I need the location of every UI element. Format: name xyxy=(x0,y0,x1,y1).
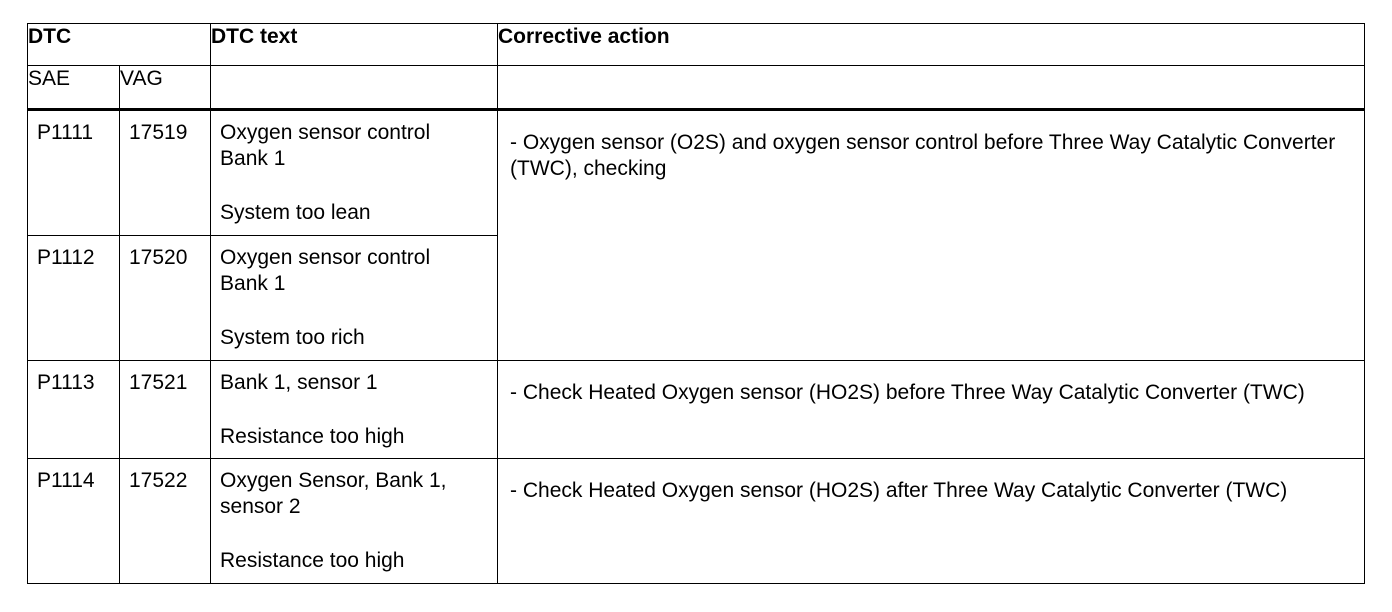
dtc-text-line: Oxygen Sensor, Bank 1, xyxy=(220,469,447,492)
vag-code-cell xyxy=(120,459,211,584)
dtc-text xyxy=(211,459,497,574)
dtc-text-condition: System too rich xyxy=(220,326,365,349)
subheader-empty-action xyxy=(498,66,1365,110)
vag-code: 17522 xyxy=(129,469,188,492)
subheader-row xyxy=(28,66,1365,110)
corrective-action-cell xyxy=(498,459,1365,584)
vag-code-cell xyxy=(120,361,211,459)
sae-code-cell xyxy=(28,236,120,361)
dtc-text-cell xyxy=(211,236,498,361)
sae-code: P1114 xyxy=(37,469,95,492)
sae-code: P1111 xyxy=(37,121,94,144)
header-dtc-text: DTC text xyxy=(211,24,498,66)
corrective-action: - Check Heated Oxygen sensor (HO2S) after Three Way Catalytic Converter (TWC) xyxy=(510,479,1288,502)
dtc-text-line: Oxygen sensor control xyxy=(220,121,431,144)
dtc-text-line: Oxygen sensor control xyxy=(220,246,431,269)
vag-code: 17521 xyxy=(129,371,188,394)
sae-code-cell xyxy=(28,110,120,236)
corrective-action-cell xyxy=(498,110,1365,361)
vag-code: 17519 xyxy=(129,121,188,144)
sae-code-cell xyxy=(28,361,120,459)
sae-code: P1112 xyxy=(37,246,95,269)
dtc-text xyxy=(211,361,497,450)
corrective-action: - Check Heated Oxygen sensor (HO2S) before Three Way Catalytic Converter (TWC) xyxy=(510,381,1305,404)
header-dtc: DTC xyxy=(28,24,211,66)
dtc-text xyxy=(211,111,497,226)
dtc-table xyxy=(27,23,1365,584)
header-vag: VAG xyxy=(120,66,211,110)
dtc-text xyxy=(211,236,497,351)
vag-code-cell xyxy=(120,236,211,361)
corrective-action-cell xyxy=(498,361,1365,459)
dtc-text-line: Bank 1 xyxy=(220,147,286,170)
subheader-empty-text xyxy=(211,66,498,110)
vag-code-cell xyxy=(120,110,211,236)
table-row xyxy=(28,361,1365,459)
corrective-action: - Oxygen sensor (O2S) and oxygen sensor control before Three Way Catalytic Converter (TWC), checking xyxy=(510,131,1336,180)
sae-code-cell xyxy=(28,459,120,584)
table-row xyxy=(28,459,1365,584)
header-row xyxy=(28,24,1365,66)
dtc-text-condition: Resistance too high xyxy=(220,549,405,572)
table-row xyxy=(28,110,1365,236)
dtc-text-line: Bank 1 xyxy=(220,272,286,295)
dtc-text-condition: System too lean xyxy=(220,201,371,224)
dtc-text-condition: Resistance too high xyxy=(220,425,405,448)
dtc-text-cell xyxy=(211,459,498,584)
dtc-text-cell xyxy=(211,361,498,459)
vag-code: 17520 xyxy=(129,246,188,269)
dtc-text-line: sensor 2 xyxy=(220,495,301,518)
dtc-text-line: Bank 1, sensor 1 xyxy=(220,371,378,394)
dtc-text-cell xyxy=(211,110,498,236)
header-sae: SAE xyxy=(28,66,120,110)
sae-code: P1113 xyxy=(37,371,95,394)
header-corrective-action: Corrective action xyxy=(498,24,1365,66)
